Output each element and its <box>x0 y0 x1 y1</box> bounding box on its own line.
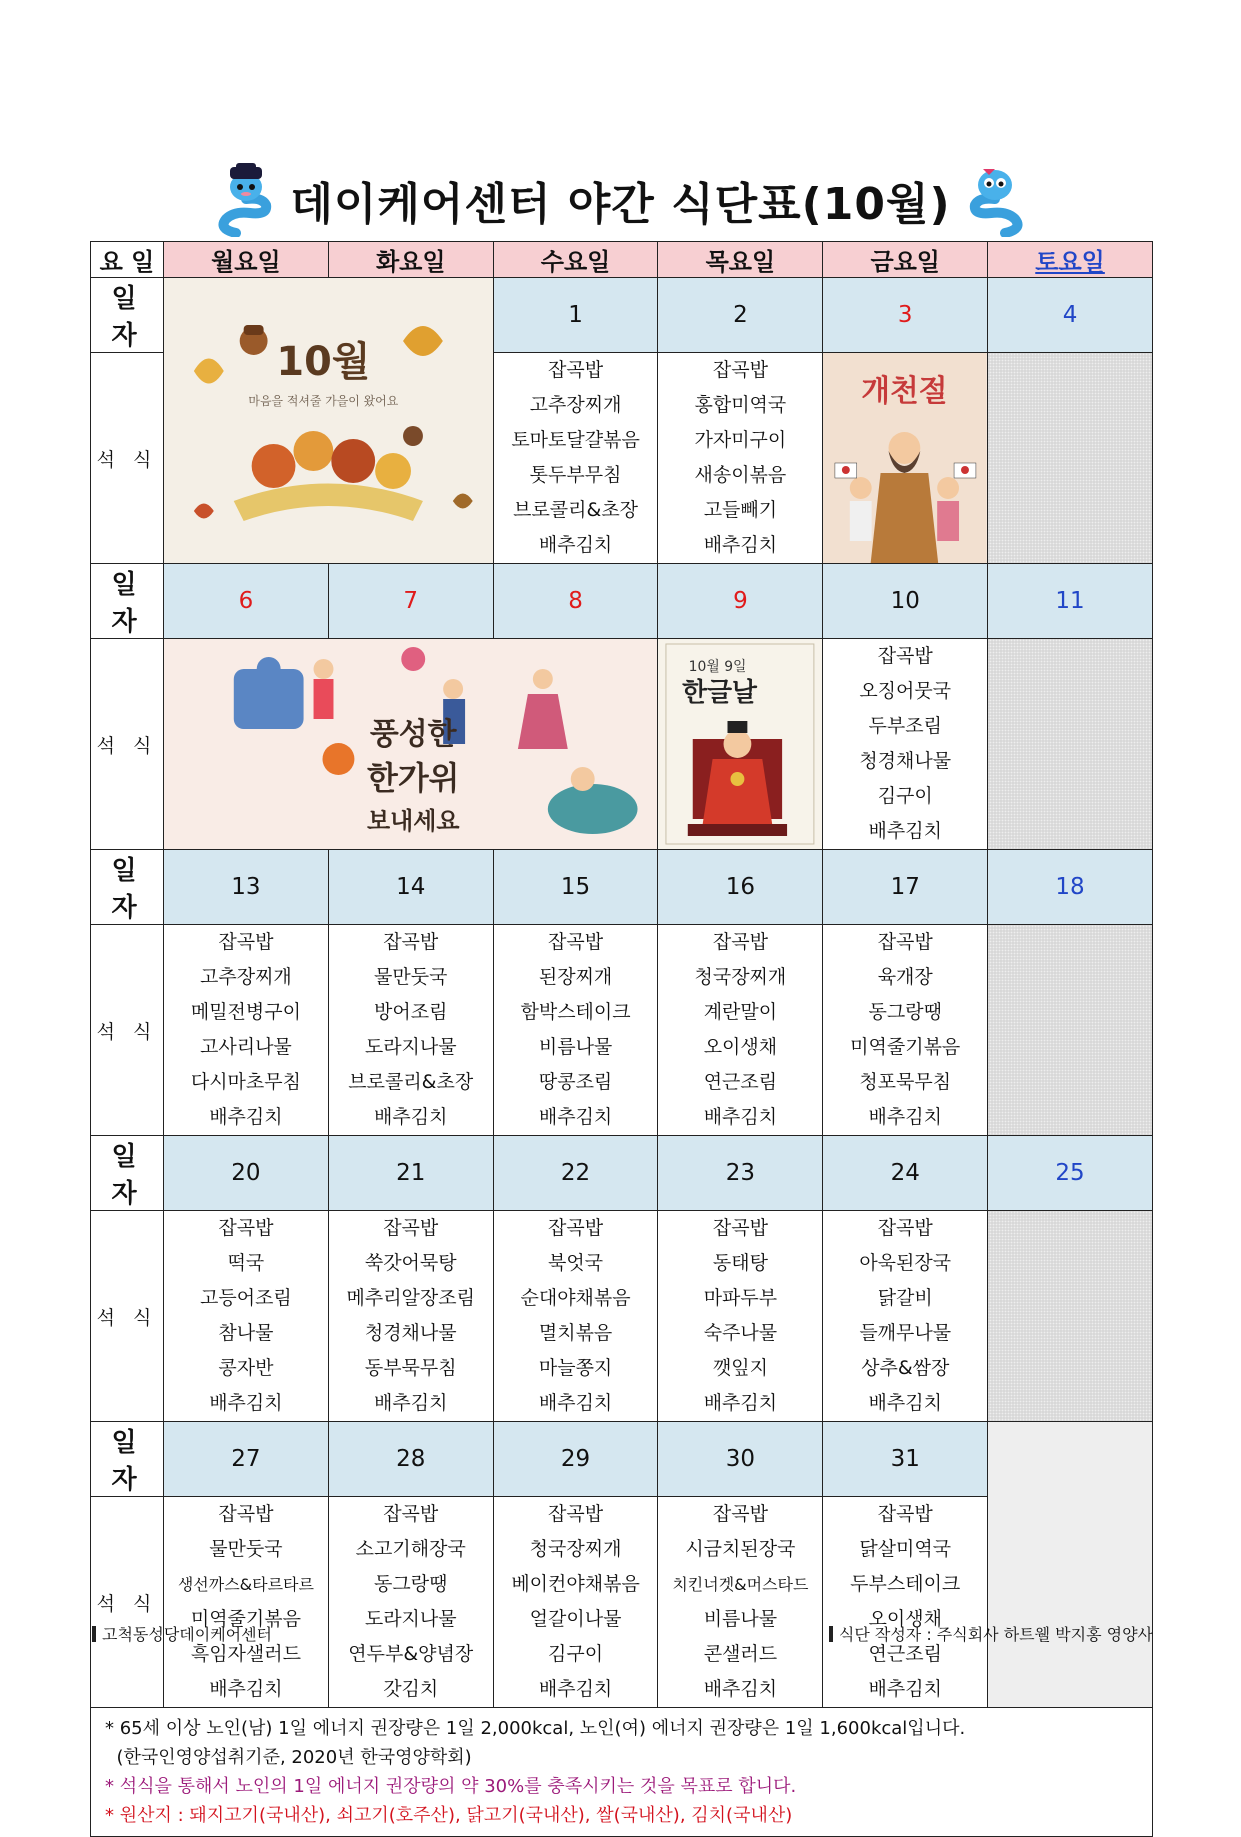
menu-item: 잡곡밥 <box>877 1217 933 1239</box>
menu-item: 연근조림 <box>868 1643 942 1665</box>
menu-item: 오이생채 <box>868 1608 942 1630</box>
menu-item: 메추리알장조림 <box>346 1287 475 1309</box>
menu-item: 아욱된장국 <box>859 1252 952 1274</box>
menu-list <box>164 925 328 1135</box>
menu-item: 김구이 <box>877 785 933 807</box>
menu-item: 닭갈비 <box>877 1287 933 1309</box>
menu-item: 순대야채볶음 <box>520 1287 631 1309</box>
menu-list <box>494 1211 658 1421</box>
chuseok-line2: 한가위 <box>367 758 460 798</box>
date-cell: 20 <box>164 1136 329 1211</box>
hangeul-day-image <box>658 639 823 850</box>
menu-item: 베이컨야채볶음 <box>511 1573 640 1595</box>
date-cell: 3 <box>823 278 988 353</box>
goal-note: * 석식을 통해서 노인의 1일 에너지 권장량의 약 30%를 충족시키는 것을 목표로 합니다. <box>105 1776 797 1797</box>
menu-list <box>658 1211 822 1421</box>
menu-item: 소고기해장국 <box>355 1538 466 1560</box>
date-cell: 23 <box>658 1136 823 1211</box>
october-big-text: 10월 <box>276 338 371 385</box>
menu-list <box>823 1497 987 1707</box>
date-cell: 24 <box>823 1136 988 1211</box>
energy-source-note: (한국인영양섭취기준, 2020년 한국영양학회) <box>105 1747 472 1768</box>
footer-author <box>829 1622 1153 1645</box>
menu-item: 잡곡밥 <box>712 931 768 953</box>
menu-list <box>658 925 822 1135</box>
menu-item: 동부묵무침 <box>364 1357 457 1379</box>
meal-table <box>90 241 1153 1837</box>
menu-item: 톳두부무침 <box>529 464 622 486</box>
menu-item: 배추김치 <box>374 1106 448 1128</box>
date-row <box>91 1422 1153 1497</box>
gaecheonjeol-image <box>823 353 988 564</box>
menu-item: 새송이볶음 <box>694 464 787 486</box>
menu-item: 고등어조림 <box>200 1287 292 1309</box>
menu-item: 미역줄기볶음 <box>190 1608 301 1630</box>
menu-list <box>658 353 822 563</box>
menu-item: 두부조림 <box>868 715 942 737</box>
chuseok-image <box>164 639 658 850</box>
menu-item: 잡곡밥 <box>877 645 933 667</box>
footer-center-name <box>92 1622 272 1645</box>
chuseok-line1: 풍성한 <box>369 716 457 753</box>
menu-cell <box>164 1211 329 1422</box>
date-cell: 15 <box>493 850 658 925</box>
day-thursday: 목요일 <box>658 242 823 278</box>
origin-note: * 원산지 : 돼지고기(국내산), 쇠고기(호주산), 닭고기(국내산), 쌀(국내산), 김치(국내산) <box>105 1805 793 1826</box>
menu-item: 비름나물 <box>703 1608 778 1630</box>
menu-item: 잡곡밥 <box>548 359 604 381</box>
meal-row-label: 석 식 <box>91 925 164 1136</box>
date-cell: 14 <box>328 850 493 925</box>
menu-item: 배추김치 <box>868 1392 942 1414</box>
menu-item: 청경채나물 <box>364 1322 457 1344</box>
menu-item: 잡곡밥 <box>383 1503 439 1525</box>
notes-cell <box>91 1708 1153 1837</box>
menu-item: 방어조림 <box>374 1001 448 1023</box>
date-row-label: 일 자 <box>91 564 164 639</box>
menu-item: 배추김치 <box>538 1678 613 1700</box>
date-cell: 7 <box>328 564 493 639</box>
snake-icon <box>961 163 1025 237</box>
footer-right-text: 식단 작성자 : 주식회사 하트웰 박지홍 영양사 <box>838 1625 1153 1644</box>
menu-list <box>494 353 658 563</box>
menu-item: 고추장찌개 <box>529 394 622 416</box>
menu-item: 멸치볶음 <box>538 1322 613 1344</box>
menu-item: 배추김치 <box>703 534 778 556</box>
menu-item: 배추김치 <box>703 1392 778 1414</box>
menu-list <box>164 1211 328 1421</box>
saturday-closed-cell <box>988 925 1153 1136</box>
menu-item: 물만둣국 <box>209 1538 283 1560</box>
date-row-label: 일 자 <box>91 278 164 353</box>
menu-item: 계란말이 <box>703 1001 778 1023</box>
page-title: 데이케어센터 야간 식단표(10월) <box>290 179 951 230</box>
date-cell: 22 <box>493 1136 658 1211</box>
menu-item: 참나물 <box>218 1322 274 1344</box>
weekday-header-row <box>91 242 1153 278</box>
meal-row <box>91 925 1153 1136</box>
date-cell: 4 <box>988 278 1153 353</box>
menu-cell <box>164 925 329 1136</box>
menu-item: 도라지나물 <box>364 1036 457 1058</box>
menu-item: 고사리나물 <box>200 1036 292 1058</box>
menu-item: 배추김치 <box>209 1678 283 1700</box>
menu-item: 함박스테이크 <box>520 1001 631 1023</box>
menu-list <box>164 1497 328 1707</box>
menu-item: 동그랑땡 <box>868 1001 942 1023</box>
menu-item: 배추김치 <box>868 820 942 842</box>
menu-item: 상추&쌈장 <box>861 1357 950 1379</box>
menu-list <box>823 1211 987 1421</box>
menu-cell <box>493 353 658 564</box>
meal-row-label: 석 식 <box>91 1497 164 1708</box>
menu-cell <box>658 1497 823 1708</box>
menu-item: 배추김치 <box>538 534 613 556</box>
date-cell: 9 <box>658 564 823 639</box>
menu-item: 배추김치 <box>703 1106 778 1128</box>
date-cell: 6 <box>164 564 329 639</box>
menu-item: 땅콩조림 <box>538 1071 613 1093</box>
menu-item: 잡곡밥 <box>712 359 768 381</box>
menu-cell <box>493 1497 658 1708</box>
menu-item: 배추김치 <box>538 1106 613 1128</box>
menu-item: 청국장찌개 <box>694 966 787 988</box>
date-row-label: 일 자 <box>91 1136 164 1211</box>
menu-list <box>329 925 493 1135</box>
october-small-text: 마음을 적셔줄 가을이 왔어요 <box>248 393 399 408</box>
october-banner-image <box>164 278 494 564</box>
menu-item: 연두부&양념장 <box>348 1643 474 1665</box>
menu-item: 흑임자샐러드 <box>190 1643 301 1665</box>
weekday-label: 요 일 <box>91 242 164 278</box>
menu-cell <box>823 1211 988 1422</box>
date-cell: 2 <box>658 278 823 353</box>
hangeul-text: 한글날 <box>682 677 758 709</box>
menu-item: 잡곡밥 <box>548 1503 604 1525</box>
menu-item: 잡곡밥 <box>877 1503 933 1525</box>
menu-item: 북엇국 <box>548 1252 604 1274</box>
day-monday: 월요일 <box>164 242 329 278</box>
menu-item: 배추김치 <box>703 1678 778 1700</box>
date-row <box>91 564 1153 639</box>
date-cell: 18 <box>988 850 1153 925</box>
menu-cell <box>823 925 988 1136</box>
menu-list <box>494 925 658 1135</box>
menu-item: 시금치된장국 <box>685 1538 796 1560</box>
date-cell: 1 <box>493 278 658 353</box>
saturday-closed-cell <box>988 1422 1153 1708</box>
menu-item: 두부스테이크 <box>850 1573 961 1595</box>
menu-item: 잡곡밥 <box>877 931 933 953</box>
day-friday: 금요일 <box>823 242 988 278</box>
menu-item: 숙주나물 <box>703 1322 778 1344</box>
saturday-closed-cell <box>988 1211 1153 1422</box>
menu-item: 고들빼기 <box>703 499 778 521</box>
date-cell: 13 <box>164 850 329 925</box>
menu-item: 생선까스&타르타르 <box>177 1575 314 1594</box>
day-wednesday: 수요일 <box>493 242 658 278</box>
meal-row <box>91 1211 1153 1422</box>
menu-cell <box>658 353 823 564</box>
day-tuesday: 화요일 <box>328 242 493 278</box>
date-cell: 28 <box>328 1422 493 1497</box>
menu-list <box>494 1497 658 1707</box>
menu-list <box>329 1211 493 1421</box>
date-cell: 21 <box>328 1136 493 1211</box>
menu-item: 비름나물 <box>538 1036 613 1058</box>
menu-item: 잡곡밥 <box>548 931 604 953</box>
menu-cell <box>658 925 823 1136</box>
menu-item: 미역줄기볶음 <box>850 1036 961 1058</box>
menu-item: 된장찌개 <box>538 966 613 988</box>
menu-item: 배추김치 <box>209 1392 283 1414</box>
menu-item: 떡국 <box>227 1252 265 1274</box>
menu-item: 물만둣국 <box>374 966 448 988</box>
snake-king-icon <box>216 163 280 237</box>
menu-item: 배추김치 <box>209 1106 283 1128</box>
energy-note: * 65세 이상 노인(남) 1일 에너지 권장량은 1일 2,000kcal, 노인(여) 에너지 권장량은 1일 1,600kcal입니다. <box>105 1718 966 1739</box>
meal-row <box>91 639 1153 850</box>
menu-item: 브로콜리&초장 <box>513 499 639 521</box>
date-row <box>91 278 1153 353</box>
menu-list <box>823 925 987 1135</box>
menu-cell <box>823 639 988 850</box>
menu-item: 오이생채 <box>703 1036 778 1058</box>
menu-item: 잡곡밥 <box>712 1503 768 1525</box>
menu-item: 배추김치 <box>868 1678 942 1700</box>
menu-item: 고추장찌개 <box>200 966 292 988</box>
menu-item: 닭살미역국 <box>859 1538 952 1560</box>
menu-cell <box>328 1497 493 1708</box>
saturday-closed-cell <box>988 639 1153 850</box>
menu-item: 김구이 <box>548 1643 604 1665</box>
title-area <box>0 160 1241 240</box>
day-saturday: 토요일 <box>988 242 1153 278</box>
menu-item: 잡곡밥 <box>548 1217 604 1239</box>
menu-item: 잡곡밥 <box>218 1503 274 1525</box>
menu-item: 배추김치 <box>868 1106 942 1128</box>
meal-row-label: 석 식 <box>91 639 164 850</box>
menu-item: 잡곡밥 <box>383 1217 439 1239</box>
menu-list <box>658 1497 822 1707</box>
menu-item: 콩자반 <box>218 1357 274 1379</box>
menu-item: 가자미구이 <box>694 429 787 451</box>
menu-item: 동그랑땡 <box>374 1573 448 1595</box>
menu-item: 메밀전병구이 <box>190 1001 301 1023</box>
date-cell: 30 <box>658 1422 823 1497</box>
saturday-closed-cell <box>988 353 1153 564</box>
menu-item: 잡곡밥 <box>218 1217 274 1239</box>
menu-item: 마파두부 <box>703 1287 778 1309</box>
menu-cell <box>493 1211 658 1422</box>
date-row <box>91 850 1153 925</box>
menu-cell <box>328 925 493 1136</box>
menu-item: 깻잎지 <box>712 1357 768 1379</box>
menu-cell <box>328 1211 493 1422</box>
date-cell: 31 <box>823 1422 988 1497</box>
menu-item: 오징어뭇국 <box>859 680 952 702</box>
menu-cell <box>823 1497 988 1708</box>
menu-item: 쑥갓어묵탕 <box>364 1252 457 1274</box>
menu-item: 청경채나물 <box>859 750 952 772</box>
date-cell: 17 <box>823 850 988 925</box>
menu-item: 청국장찌개 <box>529 1538 622 1560</box>
menu-item: 갓김치 <box>383 1678 439 1700</box>
chuseok-line3: 보내세요 <box>367 806 460 836</box>
date-row-label: 일 자 <box>91 850 164 925</box>
menu-item: 잡곡밥 <box>383 931 439 953</box>
menu-item: 토마토달걀볶음 <box>511 429 640 451</box>
date-cell: 16 <box>658 850 823 925</box>
menu-item: 잡곡밥 <box>218 931 274 953</box>
menu-item: 동태탕 <box>712 1252 768 1274</box>
menu-item: 들깨무나물 <box>859 1322 952 1344</box>
menu-item: 브로콜리&초장 <box>348 1071 474 1093</box>
menu-item: 치킨너겟&머스타드 <box>672 1575 809 1594</box>
menu-item: 잡곡밥 <box>712 1217 768 1239</box>
date-cell: 11 <box>988 564 1153 639</box>
gaecheonjeol-text: 개천절 <box>861 373 948 410</box>
date-cell: 25 <box>988 1136 1153 1211</box>
menu-cell <box>164 1497 329 1708</box>
menu-item: 청포묵무침 <box>859 1071 952 1093</box>
notes-row <box>91 1708 1153 1837</box>
date-row <box>91 1136 1153 1211</box>
menu-item: 홍합미역국 <box>694 394 787 416</box>
menu-cell <box>658 1211 823 1422</box>
menu-cell <box>493 925 658 1136</box>
menu-item: 다시마초무침 <box>190 1071 301 1093</box>
hangeul-date-text: 10월 9일 <box>689 658 747 676</box>
footer-left-text: 고척동성당데이케어센터 <box>102 1625 273 1644</box>
menu-item: 배추김치 <box>374 1392 448 1414</box>
date-cell: 27 <box>164 1422 329 1497</box>
meal-row-label: 석 식 <box>91 353 164 564</box>
date-cell: 8 <box>493 564 658 639</box>
menu-item: 배추김치 <box>538 1392 613 1414</box>
menu-item: 도라지나물 <box>364 1608 457 1630</box>
menu-list <box>329 1497 493 1707</box>
date-row-label: 일 자 <box>91 1422 164 1497</box>
menu-item: 콘샐러드 <box>703 1643 778 1665</box>
date-cell: 29 <box>493 1422 658 1497</box>
menu-item: 얼갈이나물 <box>529 1608 622 1630</box>
menu-item: 마늘쫑지 <box>538 1357 613 1379</box>
meal-row-label: 석 식 <box>91 1211 164 1422</box>
date-cell: 10 <box>823 564 988 639</box>
menu-item: 연근조림 <box>703 1071 778 1093</box>
menu-item: 육개장 <box>877 966 933 988</box>
menu-list <box>823 639 987 849</box>
